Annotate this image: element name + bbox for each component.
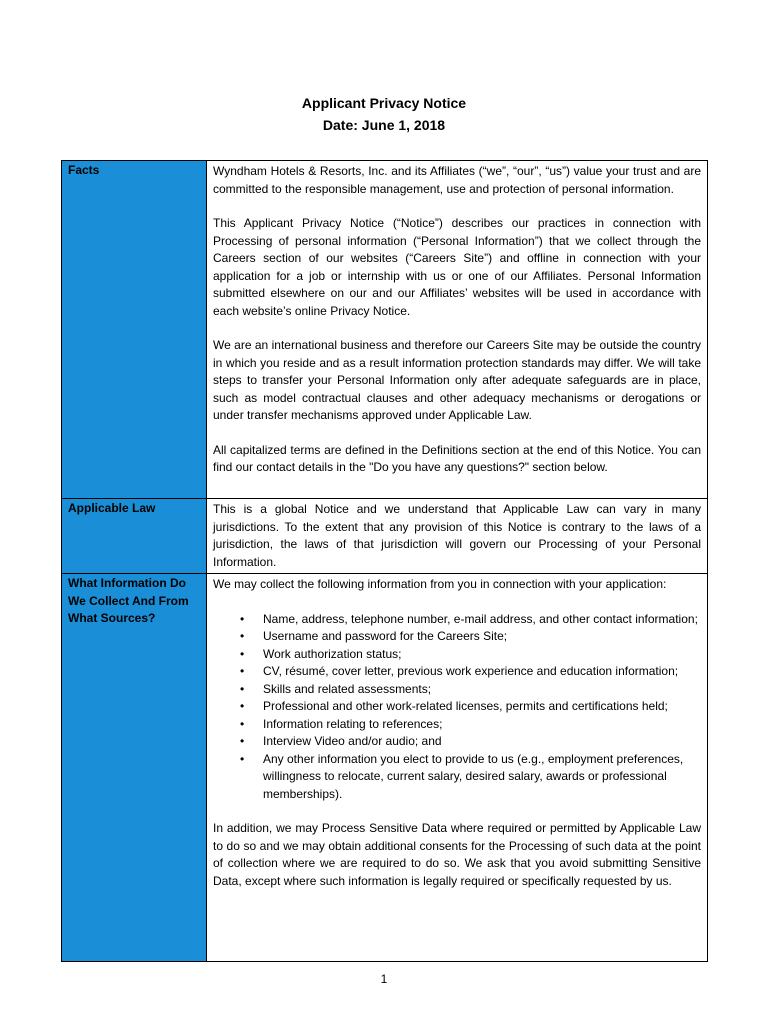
list-item: • Work authorization status; (213, 646, 701, 664)
list-item: • Skills and related assessments; (213, 681, 701, 699)
bullet-icon: • (240, 716, 245, 731)
row-body-what-information (207, 574, 708, 962)
table-row-what-information (62, 574, 708, 962)
bullet-icon: • (240, 646, 245, 661)
row-body-applicable-law (207, 499, 708, 574)
sensitive-data-paragraph: In addition, we may Process Sensitive Data where required or permitted by Applicable Law to do so and we may obtain additional consents for the Processing of such data at the point of collection where we are required to do so. We ask that you avoid submitting Sensitive Data, except where such information is legally required or specifically requested by us. (213, 821, 701, 888)
bullet-icon: • (240, 734, 245, 748)
facts-paragraph-2: This Applicant Privacy Notice (“Notice”) describes our practices in connection with Processing of personal information (“Personal Information”) that we collect through the Careers section of our websites (“Careers Site”) and offline in connection with your application for a job or internship with us or one of our Affiliates. Personal Information submitted elsewhere on our and our Affiliates’ websites will be used in accordance with each website’s online Privacy Notice. (213, 216, 701, 318)
row-body-facts (207, 161, 708, 499)
bullet-icon: • (240, 681, 245, 696)
bullet-icon: • (240, 629, 245, 643)
facts-paragraph-4: All capitalized terms are defined in the Definitions section at the end of this Notice. You can find our contact details in the "Do you have any questions?" section below. (213, 442, 701, 474)
applicable-law-paragraph: This is a global Notice and we understand that Applicable Law can vary in many jurisdictions. To the extent that any provision of this Notice is contrary to the laws of a jurisdiction, the laws of that jurisdiction will govern our Processing of your Personal Information. (213, 502, 701, 569)
notice-table (61, 160, 708, 962)
row-label-applicable-law: Applicable Law (62, 499, 207, 574)
row-label-what-information: What Information Do We Collect And From What Sources? (62, 574, 207, 962)
table-row-facts (62, 161, 708, 499)
list-item: • Information relating to references; (213, 716, 701, 734)
document-title: Applicant Privacy Notice (301, 95, 467, 111)
bullet-icon: • (240, 699, 245, 713)
document-date: Date: June 1, 2018 (322, 117, 446, 133)
list-item: • Interview Video and/or audio; and (213, 733, 701, 751)
list-item: • Username and password for the Careers Site; (213, 628, 701, 646)
what-information-intro: We may collect the following information from you in connection with your application: (213, 577, 667, 591)
list-item: • Name, address, telephone number, e-mail address, and other contact information; (213, 611, 701, 629)
row-label-facts: Facts (62, 161, 207, 499)
list-item: • CV, résumé, cover letter, previous work experience and education information; (213, 663, 701, 681)
bullet-icon: • (240, 751, 245, 766)
page-number: 1 (380, 972, 388, 986)
bullet-icon: • (240, 664, 245, 678)
information-bullet-list (213, 611, 701, 804)
table-row-applicable-law (62, 499, 708, 574)
bullet-icon: • (240, 611, 245, 626)
facts-paragraph-1: Wyndham Hotels & Resorts, Inc. and its Affiliates (“we”, “our”, “us”) value your trust and are committed to the responsible management, use and protection of personal information. (213, 164, 701, 196)
list-item: • Professional and other work-related licenses, permits and certifications held; (213, 698, 701, 716)
list-item: • Any other information you elect to provide to us (e.g., employment preferences, willingness to relocate, current salary, desired salary, awards or professional memberships). (240, 751, 684, 801)
facts-paragraph-3: We are an international business and therefore our Careers Site may be outside the country in which you reside and as a result information protection standards may differ. We will take steps to transfer your Personal Information only after adequate safeguards are in place, such as model contractual clauses and other adequacy mechanisms or derogations or under transfer mechanisms approved under Applicable Law. (213, 338, 701, 422)
